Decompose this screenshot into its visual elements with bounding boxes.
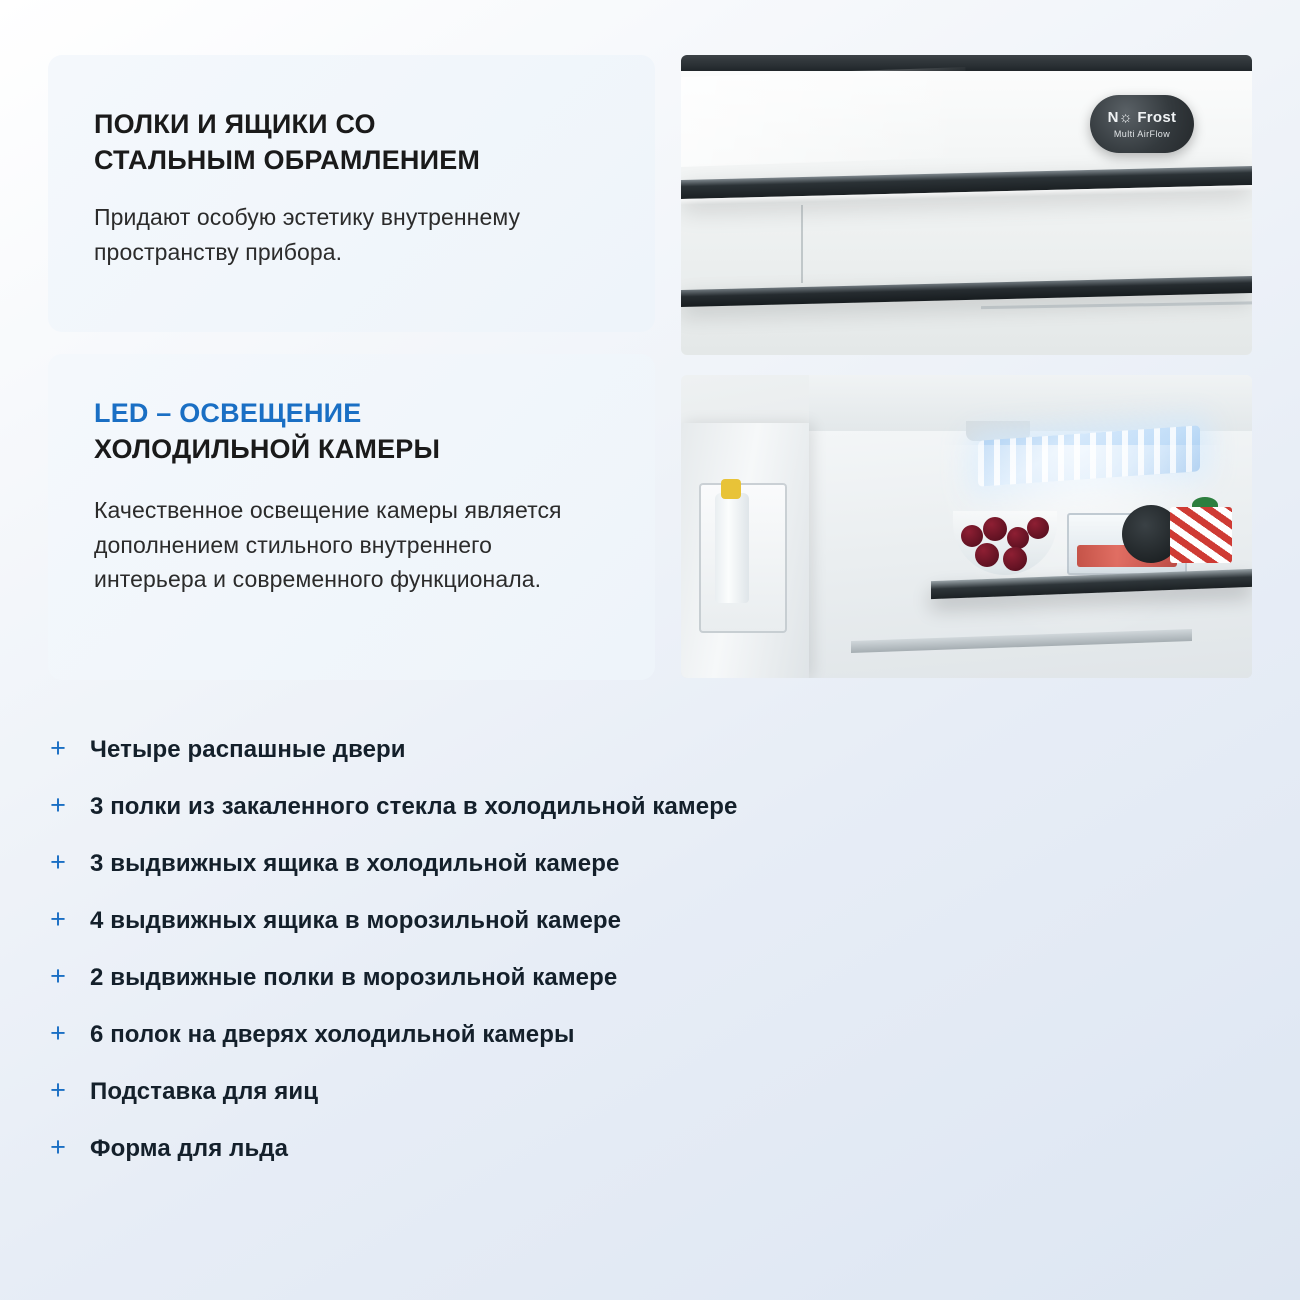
info-card-shelves [48, 55, 655, 332]
cherry [1007, 527, 1029, 549]
photo-led-lighting [681, 375, 1252, 678]
card-title-accent: LED – ОСВЕЩЕНИЕ [94, 398, 362, 428]
feature-label: 6 полок на дверях холодильной камеры [90, 1021, 575, 1048]
card-title-line-1: ПОЛКИ И ЯЩИКИ СО [94, 109, 376, 139]
plus-icon: + [50, 733, 66, 763]
feature-label: 2 выдвижные полки в морозильной камере [90, 964, 618, 991]
list-item [48, 735, 1148, 792]
card-title [94, 396, 609, 467]
plus-icon: + [50, 961, 66, 991]
feature-label: 3 полки из закаленного стекла в холодильной камере [90, 793, 738, 820]
photos-column [681, 55, 1252, 680]
list-item [48, 963, 1148, 1020]
cherry [961, 525, 983, 547]
card-title-line-2: СТАЛЬНЫМ ОБРАМЛЕНИЕМ [94, 144, 481, 175]
light-reflection [681, 67, 968, 169]
feature-label: Четыре распашные двери [90, 736, 406, 763]
info-cards-column [48, 55, 655, 680]
feature-label: 4 выдвижных ящика в морозильной камере [90, 907, 622, 934]
cherry [975, 543, 999, 567]
plus-icon: + [50, 790, 66, 820]
top-section [48, 55, 1252, 680]
fridge-door [681, 423, 809, 678]
plus-icon: + [50, 904, 66, 934]
panel-seam [801, 205, 803, 283]
list-item [48, 1020, 1148, 1077]
list-item [48, 792, 1148, 849]
bottle [715, 493, 749, 603]
wrapped-package [1170, 507, 1232, 563]
list-item [48, 849, 1148, 906]
plus-icon: + [50, 847, 66, 877]
cabinet-ceiling [809, 375, 1252, 431]
badge-line-2: Multi AirFlow [1113, 129, 1171, 139]
cherry [1027, 517, 1049, 539]
plus-icon: + [50, 1018, 66, 1048]
cherry [1003, 547, 1027, 571]
card-body: Придают особую эстетику внутреннему пространству прибора. [94, 204, 521, 265]
feature-label: Подставка для яиц [90, 1078, 319, 1105]
card-title [94, 107, 609, 178]
cherry [983, 517, 1007, 541]
list-item [48, 1134, 1148, 1191]
no-frost-badge [1090, 95, 1194, 153]
plus-icon: + [50, 1132, 66, 1162]
top-trim-bar [681, 55, 1252, 71]
card-title-line-1: ХОЛОДИЛЬНОЙ КАМЕРЫ [94, 433, 441, 464]
feature-label: 3 выдвижных ящика в холодильной камере [90, 850, 620, 877]
list-item [48, 1077, 1148, 1134]
list-item [48, 906, 1148, 963]
plus-icon: + [50, 1075, 66, 1105]
badge-line-1: N☼ Frost [1107, 109, 1177, 126]
bottle-cap [721, 479, 741, 499]
card-body: Качественное освещение камеры является дополнением стильного внутреннего интерьера и современного функционала. [94, 497, 562, 593]
photo-steel-trim-shelves [681, 55, 1252, 355]
features-list [48, 735, 1148, 1191]
feature-label: Форма для льда [90, 1135, 289, 1162]
info-card-led [48, 354, 655, 680]
